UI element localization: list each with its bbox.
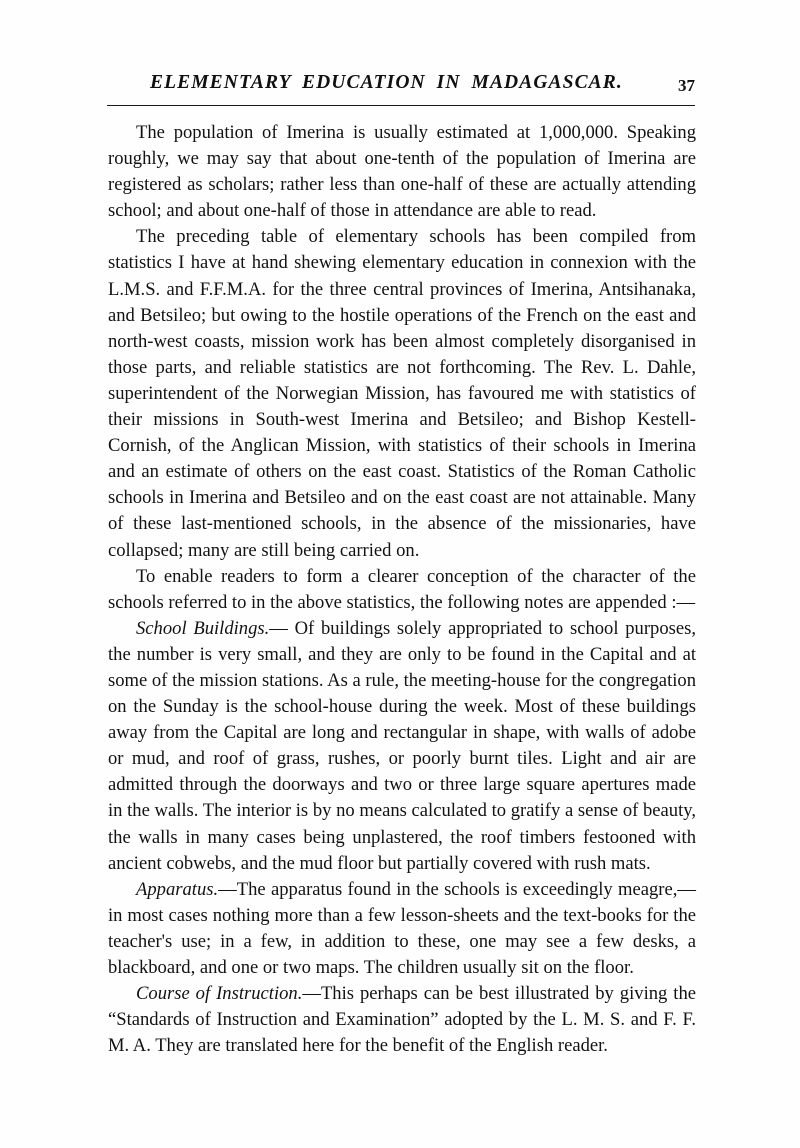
paragraph-4-text: — Of buildings solely appropriated to school purposes, the number is very small, and they are only to be found in the Capital and at some of the mission stations. As a rule, the meeting-house for the congregation on the Sunday is the school-house during the week. Most of these buildings away from the Capital are long and rectangular in shape, with walls of adobe or mud, and roof of grass, rushes, or poorly burnt tiles. Light and air are admitted through the doorways and two or three large square apertures made in the walls. The interior is by no means calculated to gratify a sense of beauty, the walls in many cases being unplastered, the roof timbers festooned with ancient cobwebs, and the mud floor but partially covered with rush mats. [108, 617, 697, 874]
paragraph-5-lead: Apparatus. [136, 878, 219, 900]
page-header [110, 72, 695, 106]
paragraph-5 [108, 877, 696, 981]
paragraph-6 [108, 981, 696, 1059]
paragraph-4-lead: School Buildings. [136, 617, 270, 639]
header-rule [107, 105, 695, 106]
paragraph-2: The preceding table of elementary schools has been compiled from statistics I have at hand shewing elementary education in connexion with the L.M.S. and F.F.M.A. for the three central provinces of Imerina, Antsihanaka, and Betsileo; but owing to the hostile operations of the French on the east and north-west coasts, mission work has been almost completely disorganised in those parts, and reliable statistics are not forthcoming. The Rev. L. Dahle, superintendent of the Norwegian Mission, has favoured me with statistics of their missions in South-west Imerina and Betsileo; and Bishop Kestell-Cornish, of the Anglican Mission, with statistics of their schools in Imerina and an estimate of others on the east coast. Statistics of the Roman Catholic schools in Imerina and Betsileo and on the east coast are not attainable. Many of these last-mentioned schools, in the absence of the missionaries, have collapsed; many are still being carried on. [108, 226, 696, 561]
page-number: 37 [678, 76, 695, 95]
paragraph-5-text: —The apparatus found in the schools is exceedingly meagre,—in most cases nothing more than a few lesson-sheets and the text-books for the teacher's use; in a few, in addition to these, one may see a few desks, a blackboard, and one or two maps. The children usually sit on the floor. [108, 878, 696, 978]
paragraph-3: To enable readers to form a clearer conception of the character of the schools referred to in the above statistics, the following notes are appended :— [108, 565, 696, 613]
paragraph-4 [108, 616, 696, 877]
running-head: ELEMENTARY EDUCATION IN MADAGASCAR. [150, 72, 623, 93]
paragraph-6-text: —This perhaps can be best illustrated by giving the “Standards of Instruction and Examination” adopted by the L. M. S. and F. F. M. A. They are translated here for the benefit of the English reader. [108, 983, 696, 1057]
paragraph-1: The population of Imerina is usually estimated at 1,000,000. Speaking roughly, we may say that about one-tenth of the population of Imerina are registered as scholars; rather less than one-half of these are actually attending school; and about one-half of those in attendance are able to read. [108, 122, 696, 222]
paragraph-6-lead: Course of Instruction. [136, 983, 303, 1005]
body-text [108, 120, 696, 1059]
